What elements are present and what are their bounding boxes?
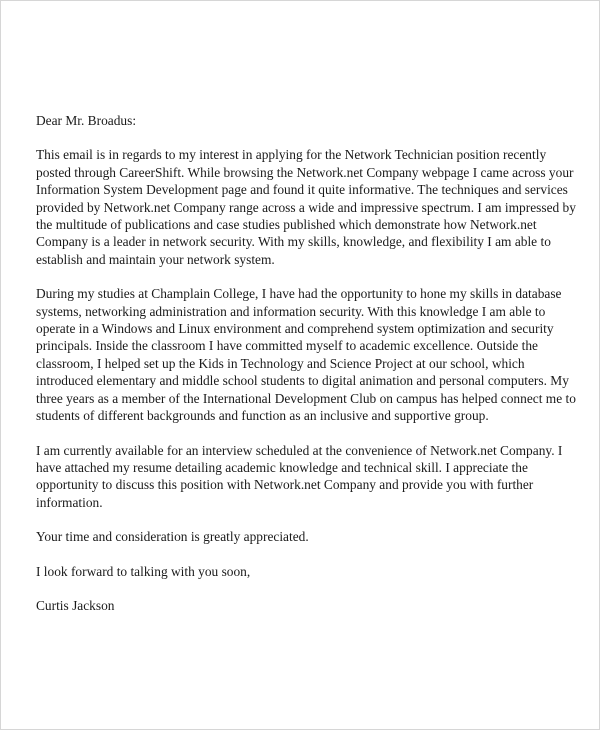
paragraph-availability: I am currently available for an interview scheduled at the convenience of Network.net Company. I have attached my resume detailing academic knowledge and technical skill. I appreciate the opportunity to discuss this position with Network.net Company and provide you with further information. — [36, 442, 563, 510]
letter-body — [36, 112, 581, 614]
paragraph-studies: During my studies at Champlain College, I have had the opportunity to hone my skills in database systems, networking administration and information security. With this knowledge I am able to operate in a Windows and Linux environment and comprehend system optimization and security principals. Inside the classroom I have committed myself to academic excellence. Outside the classroom, I helped set up the Kids in Technology and Science Project at our school, which introduced elementary and middle school students to digital animation and personal computers. My three years as a member of the International Development Club on campus has helped connect me to students of different backgrounds and function as an inclusive and supportive group. — [36, 286, 576, 424]
salutation: Dear Mr. Broadus: — [36, 113, 137, 128]
signature-name: Curtis Jackson — [36, 597, 115, 613]
closing-line: Your time and consideration is greatly appreciated. — [36, 529, 309, 545]
paragraph-interest: This email is in regards to my interest in applying for the Network Technician position recently posted through CareerShift. While browsing the Network.net Company webpage I came across your Information System Development page and found it quite informative. The techniques and services provided by Network.net Company range across a wide and impressive spectrum. I am impressed by the multitude of publications and case studies published which demonstrate how Network.net Company is a leader in network security. With my skills, knowledge, and flexibility I am able to establish and maintain your network system. — [36, 147, 576, 267]
signoff-line: I look forward to talking with you soon, — [36, 563, 251, 579]
